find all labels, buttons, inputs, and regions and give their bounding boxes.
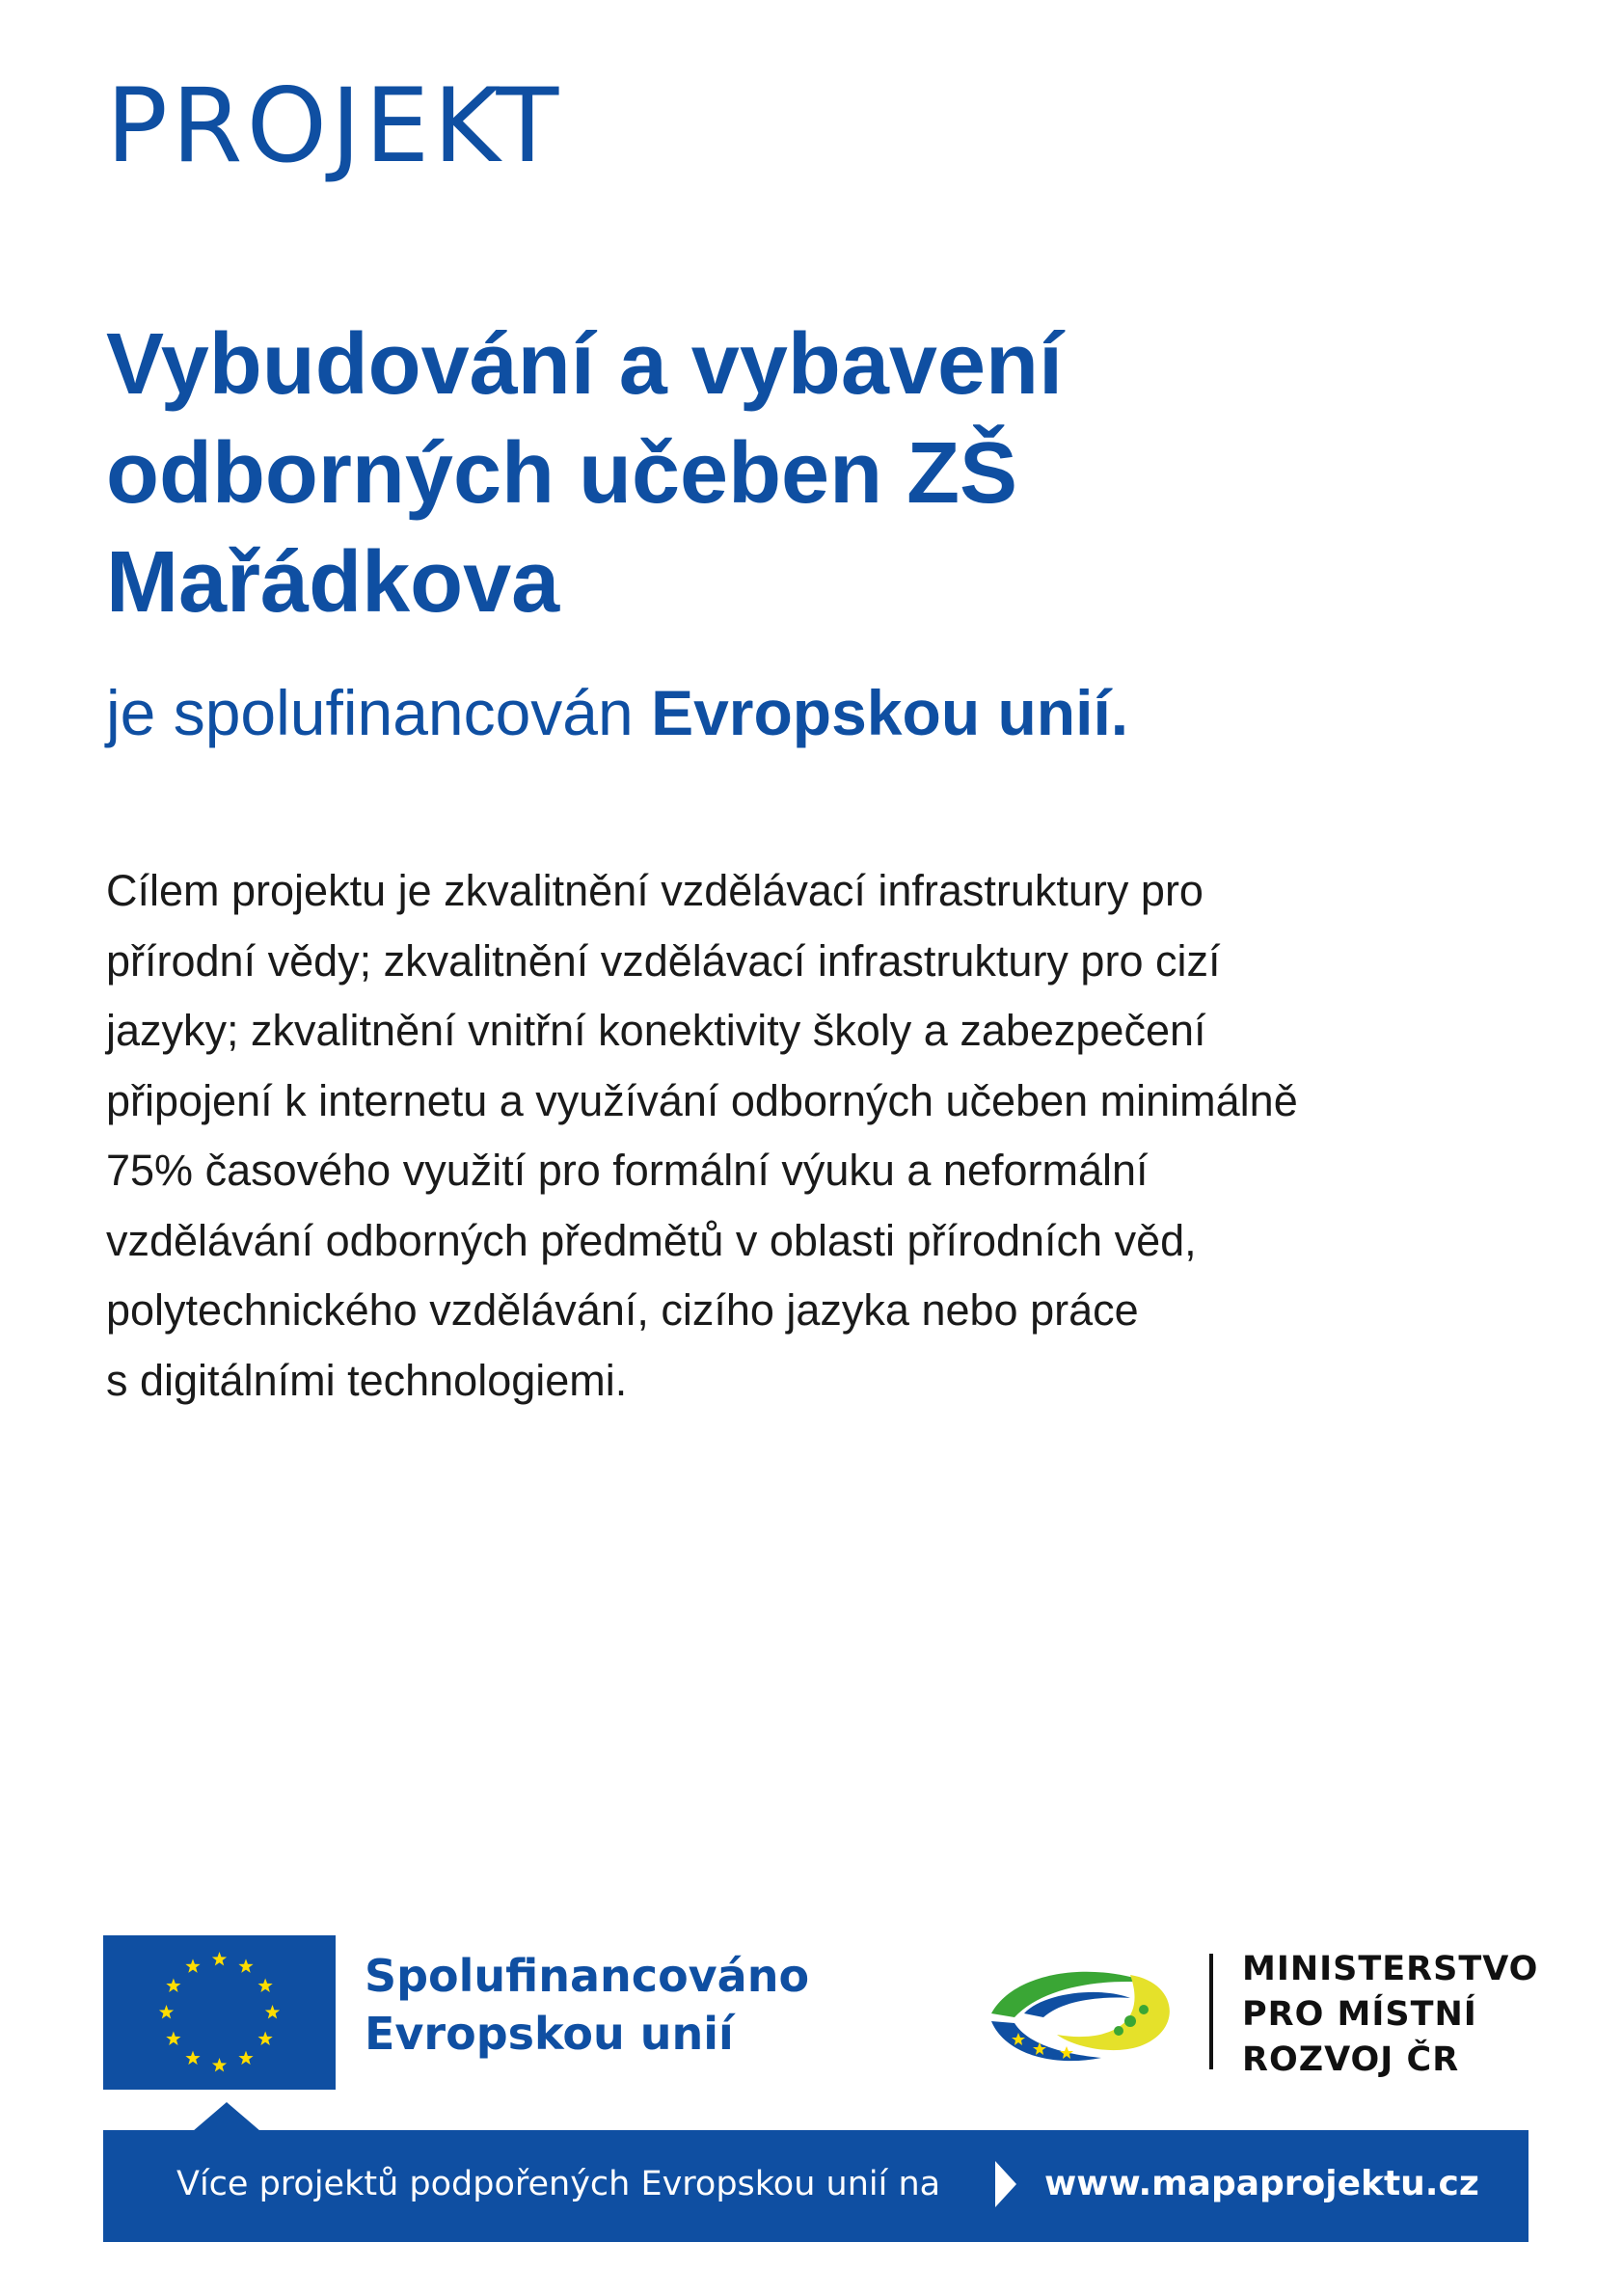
eu-star-icon: [212, 1952, 227, 1965]
page-kicker: PROJEKT: [106, 67, 563, 185]
title-line: Vybudování a vybavení: [106, 316, 1064, 413]
ministry-line: PRO MÍSTNÍ: [1242, 1995, 1477, 2034]
description-line: s digitálními technologiemi.: [106, 1355, 628, 1405]
eu-star-icon: [238, 1958, 253, 1972]
eu-star-icon: [166, 1979, 180, 1992]
bar-notch: [193, 2102, 260, 2131]
description-line: jazyky; zkvalitnění vnitřní konektivity školy a zabezpečení: [106, 1006, 1206, 1055]
description-line: přírodní vědy; zkvalitnění vzdělávací infrastruktury pro cizí: [106, 935, 1221, 986]
eu-star-icon: [185, 2051, 200, 2065]
eu-star-icon: [185, 1958, 200, 1972]
project-description: [106, 856, 1533, 1416]
eu-star-icon: [238, 2051, 253, 2065]
description-line: Cílem projektu je zkvalitnění vzdělávací infrastruktury pro: [106, 866, 1204, 915]
project-title: [106, 311, 1504, 637]
eu-caption-line: Spolufinancováno: [365, 1950, 810, 2002]
description-line: vzdělávání odborných předmětů v oblasti přírodních věd,: [106, 1215, 1197, 1265]
eu-caption-line: Evropskou unií: [365, 2008, 734, 2060]
title-line: Mařádkova: [106, 534, 560, 631]
eu-star-icon: [166, 2032, 180, 2045]
ministry-line: MINISTERSTVO: [1242, 1950, 1539, 1988]
ministry-line: ROZVOJ ČR: [1242, 2040, 1460, 2079]
description-line: připojení k internetu a využívání odborných učeben minimálně: [106, 1075, 1298, 1125]
funding-subtitle: [106, 675, 1553, 751]
triangle-right-icon: [995, 2161, 1016, 2207]
eu-star-icon: [258, 2032, 273, 2045]
subtitle-prefix: je spolufinancován: [106, 677, 652, 748]
footer-bar-text: Více projektů podpořených Evropskou unií na: [176, 2165, 941, 2203]
mmr-logo-icon: [986, 1954, 1180, 2069]
eu-cofunding-caption: [365, 1947, 809, 2063]
description-line: polytechnického vzdělávání, cizího jazyka nebo práce: [106, 1285, 1139, 1335]
footer-bar: [103, 2130, 1528, 2242]
eu-star-icon: [265, 2005, 280, 2018]
eu-flag-icon: [103, 1935, 336, 2090]
ministry-name: [1242, 1947, 1538, 2083]
eu-star-icon: [212, 2058, 227, 2071]
footer-link[interactable]: www.mapaprojektu.cz: [1044, 2164, 1479, 2203]
subtitle-strong: Evropskou unií.: [651, 677, 1129, 748]
logo-divider: [1209, 1954, 1213, 2069]
title-line: odborných učeben ZŠ: [106, 425, 1018, 522]
description-line: 75% časového využití pro formální výuku a neformální: [106, 1146, 1149, 1195]
eu-star-icon: [258, 1979, 273, 1992]
eu-star-icon: [159, 2005, 174, 2018]
